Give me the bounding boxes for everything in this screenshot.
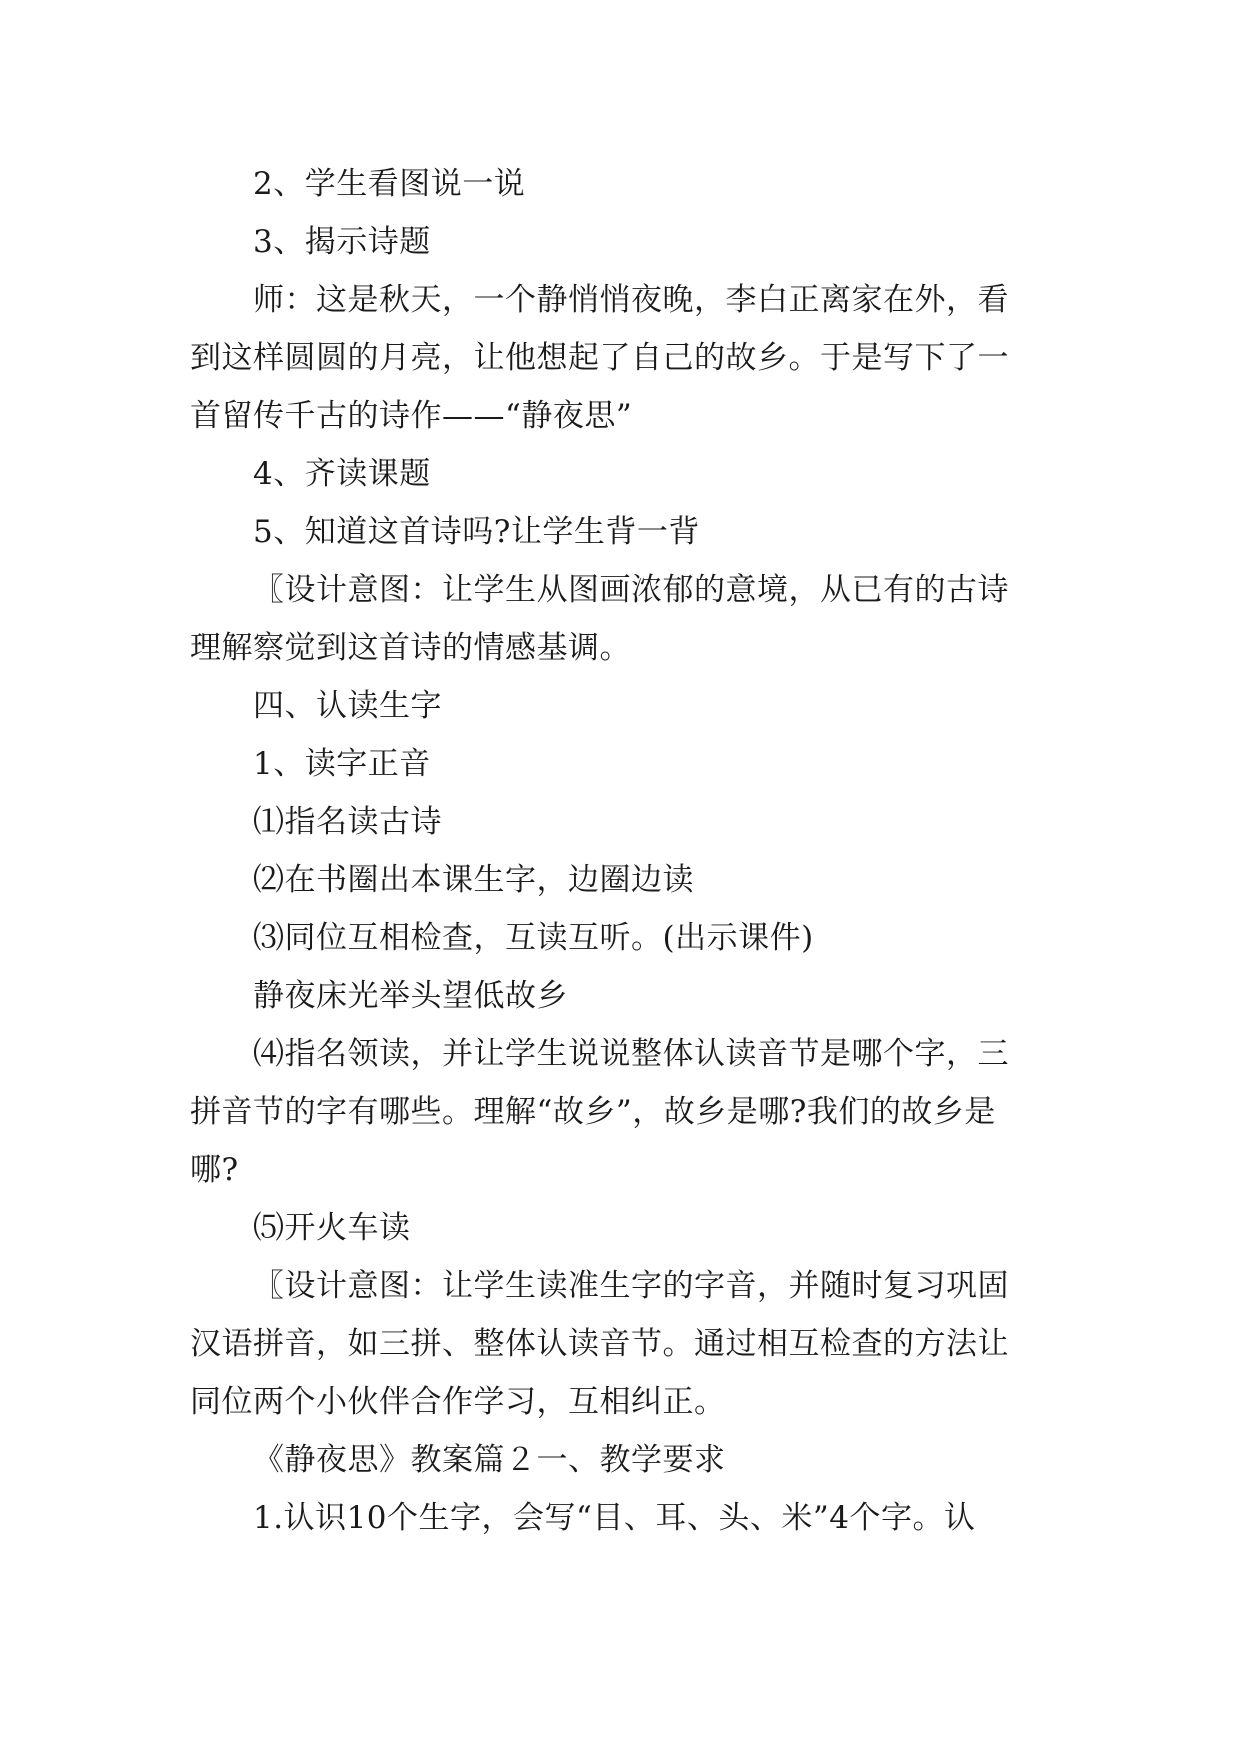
paragraph-line: 同位两个小伙伴合作学习，互相纠正。 [190, 1384, 726, 1420]
paragraph-line: 4、齐读课题 [253, 456, 431, 492]
paragraph-line: 5、知道这首诗吗?让学生背一背 [253, 514, 700, 550]
paragraph-line: 哪? [190, 1152, 239, 1188]
paragraph-line: 1、读字正音 [253, 746, 431, 782]
paragraph-line: ⑵在书圈出本课生字，边圈边读 [253, 862, 694, 898]
paragraph-line: 师：这是秋天，一个静悄悄夜晚，李白正离家在外，看 [253, 282, 1009, 318]
paragraph-line: 1.认识10个生字，会写“目、耳、头、米”4个字。认 [253, 1500, 976, 1536]
paragraph-line: ⑴指名读古诗 [253, 804, 442, 840]
paragraph-line: 静夜床光举头望低故乡 [253, 978, 568, 1014]
paragraph-line: 拼音节的字有哪些。理解“故乡”，故乡是哪?我们的故乡是 [190, 1094, 996, 1130]
paragraph-line: ⑸开火车读 [253, 1210, 411, 1246]
paragraph-line: 〖设计意图：让学生读准生字的字音，并随时复习巩固 [253, 1268, 1009, 1304]
paragraph-line: ⑷指名领读，并让学生说说整体认读音节是哪个字，三 [253, 1036, 1009, 1072]
paragraph-line: 2、学生看图说一说 [253, 166, 526, 202]
paragraph-line: 首留传千古的诗作——“静夜思” [190, 398, 633, 434]
paragraph-line: 理解察觉到这首诗的情感基调。 [190, 630, 631, 666]
section-heading: 四、认读生字 [253, 688, 442, 724]
paragraph-line: 到这样圆圆的月亮，让他想起了自己的故乡。于是写下了一 [190, 340, 1009, 376]
paragraph-line: 汉语拼音，如三拼、整体认读音节。通过相互检查的方法让 [190, 1326, 1009, 1362]
paragraph-line: ⑶同位互相检查，互读互听。(出示课件) [253, 920, 814, 956]
paragraph-line: 3、揭示诗题 [253, 224, 431, 260]
paragraph-line: 〖设计意图：让学生从图画浓郁的意境，从已有的古诗 [253, 572, 1009, 608]
section-heading: 《静夜思》教案篇２一、教学要求 [253, 1442, 726, 1478]
